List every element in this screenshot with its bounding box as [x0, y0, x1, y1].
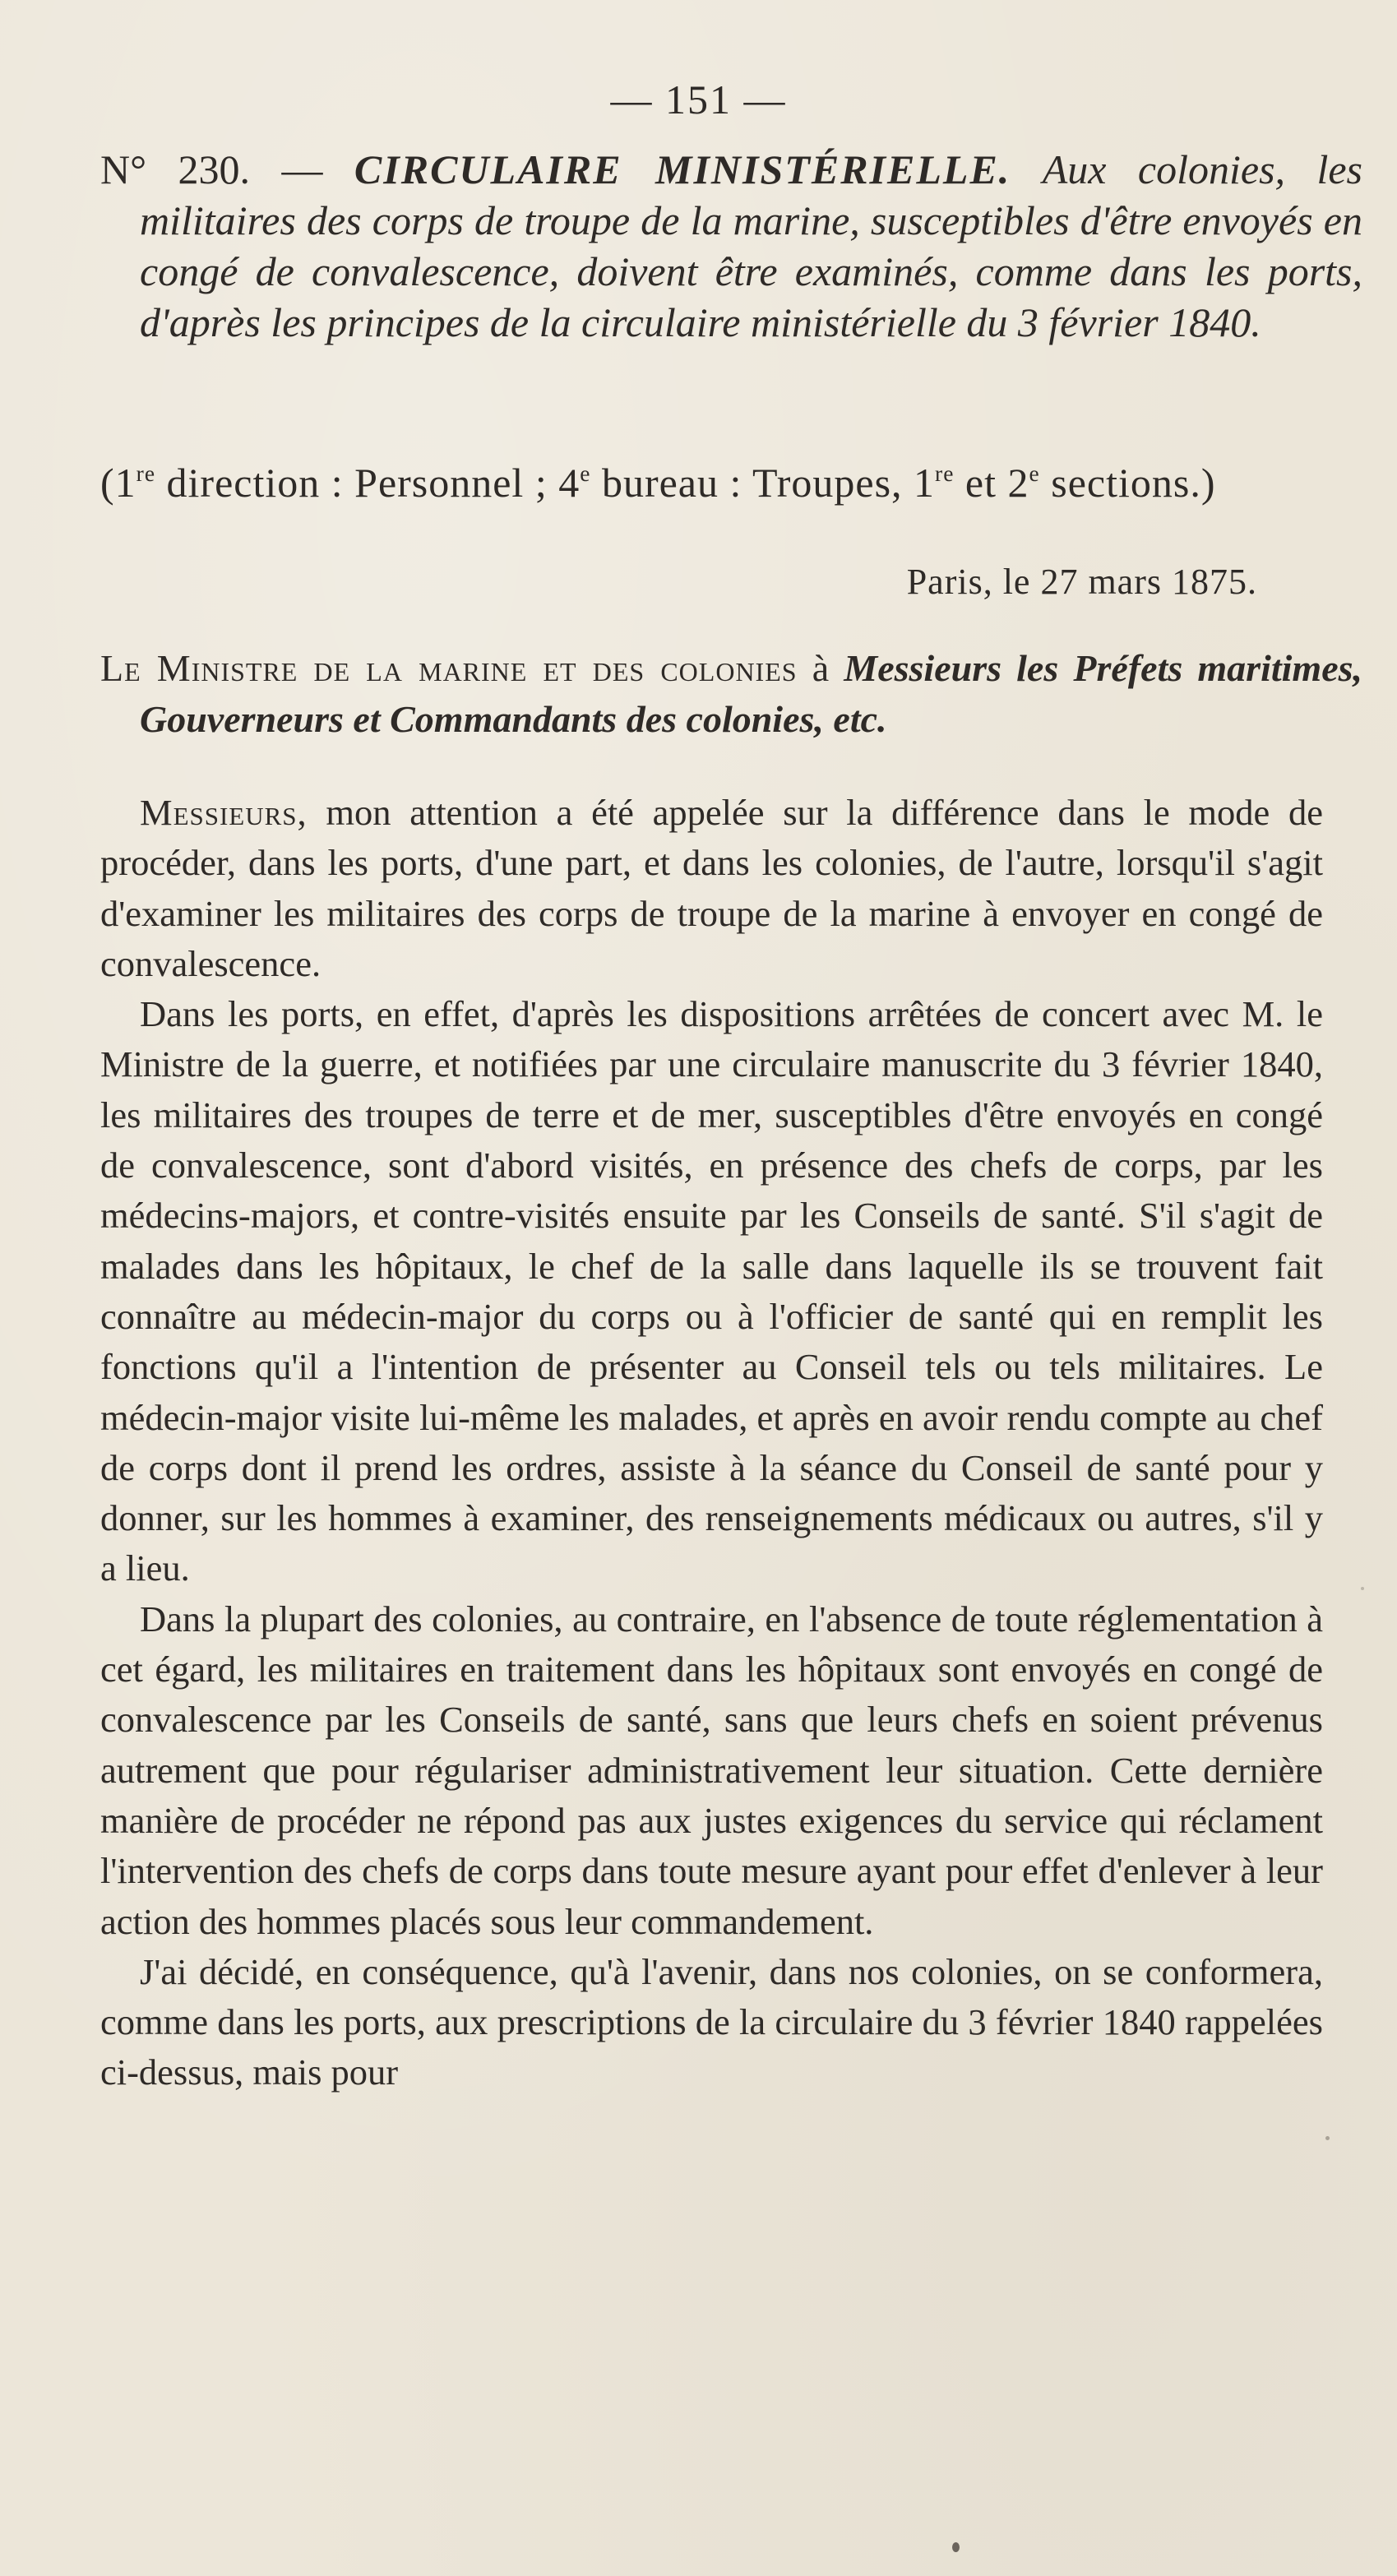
direction-close: sections.)	[1039, 460, 1216, 506]
salutation: Messieurs,	[140, 792, 308, 833]
letter-body	[100, 788, 1323, 2098]
issuing-direction	[100, 457, 1323, 508]
address-block	[100, 643, 1362, 745]
circular-number: N° 230. —	[100, 146, 323, 192]
address-connector: à	[812, 647, 830, 689]
direction-sup-3: re	[935, 460, 955, 486]
direction-sup-2: e	[580, 460, 591, 486]
paragraph-1-text: mon attention a été appelée sur la différence dans le mode de procéder, dans les ports, d'une part, et dans les colonies, de l'autre, lorsqu'il s'agit d'examiner les militaires des corps de troupe de la marine à envoyer en congé de convalescence.	[100, 792, 1323, 984]
page-number: — 151 —	[610, 76, 787, 123]
ink-speck	[1361, 1587, 1364, 1590]
sender: Le Ministre de la marine et des colonies	[100, 647, 798, 689]
paragraph-1	[100, 788, 1323, 989]
addressee: Messieurs les Préfets maritimes, Gouverneurs et Commandants des colonies, etc.	[140, 647, 1363, 740]
direction-sup-4: e	[1029, 460, 1040, 486]
circular-heading	[100, 144, 1362, 348]
ink-speck	[1325, 2136, 1330, 2140]
direction-part-1: direction : Personnel ; 4	[155, 460, 581, 506]
direction-sup-1: re	[136, 460, 156, 486]
direction-open: (1	[100, 460, 136, 506]
paragraph-2: Dans les ports, en effet, d'après les dispositions arrêtées de concert avec M. le Ministre de la guerre, et notifiées par une circulaire manuscrite du 3 février 1840, les militaires des troupes de terre et de mer, susceptibles d'être envoyés en congé de convalescence, sont d'abord visités, en présence des chefs de corps, par les médecins-majors, et contre-visités ensuite par les Conseils de santé. S'il s'agit de malades dans les hôpitaux, le chef de la salle dans laquelle ils se trouvent fait connaître au médecin-major du corps ou à l'officier de santé qui en remplit les fonctions qu'il a l'intention de présenter au Conseil tels ou tels militaires. Le médecin-major visite lui-même les malades, et après en avoir rendu compte au chef de corps dont il prend les ordres, assiste à la séance du Conseil de santé pour y donner, sur les hommes à examiner, des renseignements médicaux ou autres, s'il y a lieu.	[100, 993, 1323, 1589]
paragraph-4: J'ai décidé, en conséquence, qu'à l'avenir, dans nos colonies, on se conformera, comme dans les ports, aux prescriptions de la circulaire du 3 février 1840 rappelées ci-dessus, mais pour	[100, 1950, 1323, 2093]
direction-part-3: et 2	[954, 460, 1029, 506]
ink-speck	[952, 2542, 960, 2552]
circular-title: CIRCULAIRE MINISTÉRIELLE.	[354, 146, 1011, 192]
direction-part-2: bureau : Troupes, 1	[590, 460, 936, 506]
paragraph-3: Dans la plupart des colonies, au contraire, en l'absence de toute réglementation à cet égard, les militaires en traitement dans les hôpitaux sont envoyés en congé de convalescence par les Conseils de santé, sans que leurs chefs en soient prévenus autrement que pour régulariser administrativement leur situation. Cette dernière manière de procéder ne répond pas aux justes exigences du service qui réclament l'intervention des chefs de corps dans toute mesure ayant pour effet d'enlever à leur action des hommes placés sous leur commandement.	[100, 1598, 1323, 1942]
dateline: Paris, le 27 mars 1875.	[906, 562, 1257, 602]
circular-summary: Aux colonies, les militaires des corps de troupe de la marine, susceptibles d'être envoyés en congé de convalescence, doivent être examinés, comme dans les ports, d'après les principes de la circulaire ministérielle du 3 février 1840.	[140, 146, 1363, 345]
